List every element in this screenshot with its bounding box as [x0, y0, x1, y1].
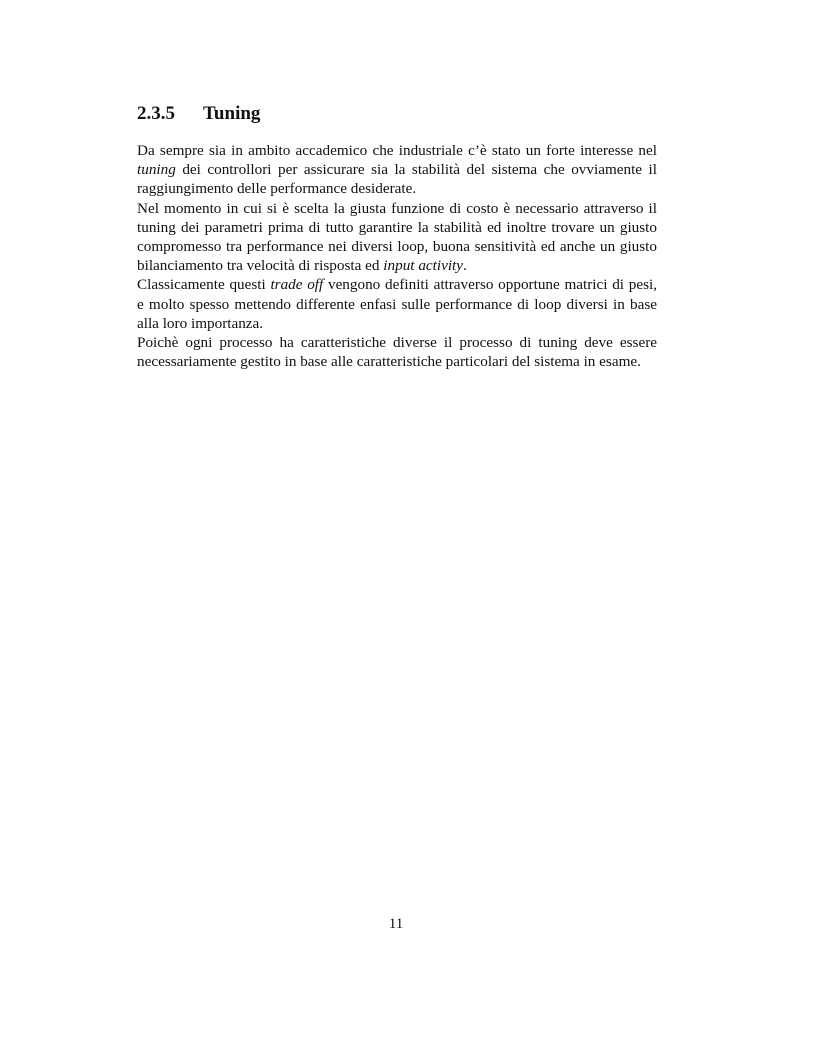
body-text: [137, 141, 657, 371]
text-run: .: [463, 257, 467, 275]
text-run: vengono definiti attraverso opportune matrici di pesi, e molto spesso mettendo differente enfasi sulle performance di loop diversi in base alla loro importanza.: [137, 276, 657, 332]
text-run: Classicamente questi: [137, 276, 271, 294]
text-run: Nel momento in cui si è scelta la giusta funzione di costo è necessario attraverso il tuning dei parametri prima di tutto garantire la stabilità ed inoltre trovare un giusto compromesso tra performance nei diversi loop, buona sensitività ed anche un giusto bilanciamento tra velocità di risposta ed: [137, 199, 657, 275]
paragraph: [137, 199, 657, 276]
page-number: 11: [388, 915, 404, 932]
italic-term: input activity: [383, 257, 464, 275]
text-run: Da sempre sia in ambito accademico che industriale c’è stato un forte interesse nel: [137, 142, 657, 159]
italic-term: trade off: [270, 276, 324, 294]
paragraph: [137, 333, 657, 371]
section-number: 2.3.5: [137, 103, 175, 124]
italic-term: tuning: [137, 161, 176, 179]
paragraph: [137, 141, 657, 199]
text-run: dei controllori per assicurare sia la stabilità del sistema che ovviamente il raggiungimento delle performance desiderate.: [137, 161, 657, 198]
section-title: Tuning: [203, 103, 261, 124]
text-run: Poichè ogni processo ha caratteristiche diverse il processo di tuning deve essere necessariamente gestito in base alle caratteristiche particolari del sistema in esame.: [137, 334, 657, 371]
paragraph: [137, 275, 657, 333]
section-heading: [137, 101, 260, 127]
